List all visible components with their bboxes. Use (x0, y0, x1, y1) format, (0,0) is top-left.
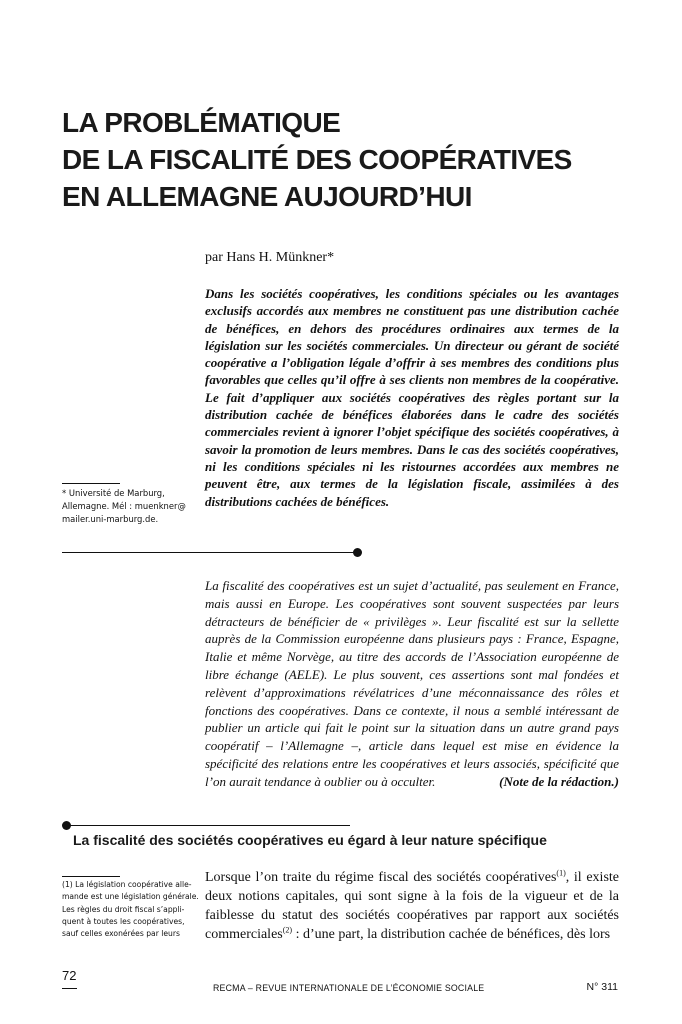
editorial-note-text: La fiscalité des coopératives est un sujet d’actualité, pas seulement en France, mais aussi en Europe. Les coopératives sont souvent suspectées par leurs détracteurs de bénéficier de « privilèges ». Leur fiscalité est sur la sellette auprès de la Commission européenne dans plusieurs pays : France, Espagne, Italie et même Norvège, au titre des accords de l’Association européenne de libre échange (AELE). Le plus souvent, ces assertions sont mal fondées et relèvent d’approximations révélatrices d’une méconnaissance des rôles et fonctions des coopératives. Dans ce contexte, il nous a semblé intéressant de publier un article qui fait le point sur la situation dans un autre grand pays coopératif – l’Allemagne –, article dans lequel est mise en évidence la spécificité des relations entre les coopératives et leurs associés, spécificité que l’on aurait tendance à oublier ou à occulter. (205, 578, 619, 789)
separator-dot (353, 548, 362, 557)
footnote-line: sauf celles exonérées par leurs (62, 929, 180, 939)
footnote-ref-1[interactable]: (1) (556, 868, 566, 878)
body-text: , il existe deux notions capitales, qui sont signe à la fois de la vigueur et de la faiblesse du statut des sociétés coopératives par rapport aux sociétés commerciales (205, 870, 619, 942)
title-line: EN ALLEMAGNE AUJOURD’HUI (62, 181, 472, 212)
journal-name: RECMA – REVUE INTERNATIONALE DE L’ÉCONOMIE SOCIALE (213, 983, 485, 993)
title-line: DE LA FISCALITÉ DES COOPÉRATIVES (62, 144, 572, 175)
page-number: 72 (62, 968, 77, 983)
page-number-rule (62, 988, 77, 989)
abstract: Dans les sociétés coopératives, les conditions spéciales ou les avantages exclusifs accordés aux membres ne constituent pas une distribution cachée de bénéfices, en dehors des procédures ordinaires aux termes de la législation sur les sociétés commerciales. Un directeur ou gérant de société coopérative a l’obligation légale d’offrir à ses membres des conditions plus favorables que celles qu’il offre à ses clients non membres de la coopérative. Le fait d’appliquer aux sociétés coopératives des règles portant sur la distribution cachée de bénéfices élaborées dans le cadre des sociétés commerciales revient à ignorer l’objet spécifique des sociétés coopératives, à savoir la promotion de leurs membres. Dans le cas des sociétés coopératives, ni les conditions spéciales ni les ristournes accordées aux membres ne peuvent être, aux termes de la législation fiscale, assimilées à des distributions cachées de bénéfices. (205, 286, 619, 509)
footnote-line: mande est une législation générale. (62, 892, 199, 902)
footnote-ref-2[interactable]: (2) (282, 925, 293, 935)
editorial-signature: (Note de la rédaction.) (499, 773, 619, 789)
separator-line (62, 552, 356, 553)
author-byline: par Hans H. Münkner* (205, 250, 335, 265)
body-text: : d’une part, la distribution cachée de bénéfices, dès lors (292, 927, 611, 942)
body-paragraph (205, 868, 619, 944)
footnote-line: quent à toutes les coopératives, (62, 916, 185, 926)
title-line: LA PROBLÉMATIQUE (62, 107, 341, 138)
article-title (62, 104, 662, 215)
footnote-1 (62, 879, 199, 940)
footnote-rule (62, 483, 120, 484)
body-text: Lorsque l’on traite du régime fiscal des sociétés coopératives (205, 870, 557, 885)
footnote-line: Les règles du droit fiscal s’appli- (62, 904, 185, 914)
affiliation-line: mailer.uni-marburg.de. (62, 514, 159, 524)
footnote-line: (1) La législation coopérative alle- (62, 880, 192, 889)
heading-rule (68, 825, 350, 826)
author-affiliation (62, 487, 190, 526)
editorial-note (205, 577, 619, 791)
affiliation-line: Allemagne. Mél : muenkner@ (62, 501, 186, 511)
section-heading: La fiscalité des sociétés coopératives eu égard à leur nature spécifique (73, 832, 547, 848)
footnote-rule (62, 876, 120, 877)
affiliation-line: * Université de Marburg, (62, 488, 165, 498)
issue-number: N° 311 (586, 981, 618, 993)
